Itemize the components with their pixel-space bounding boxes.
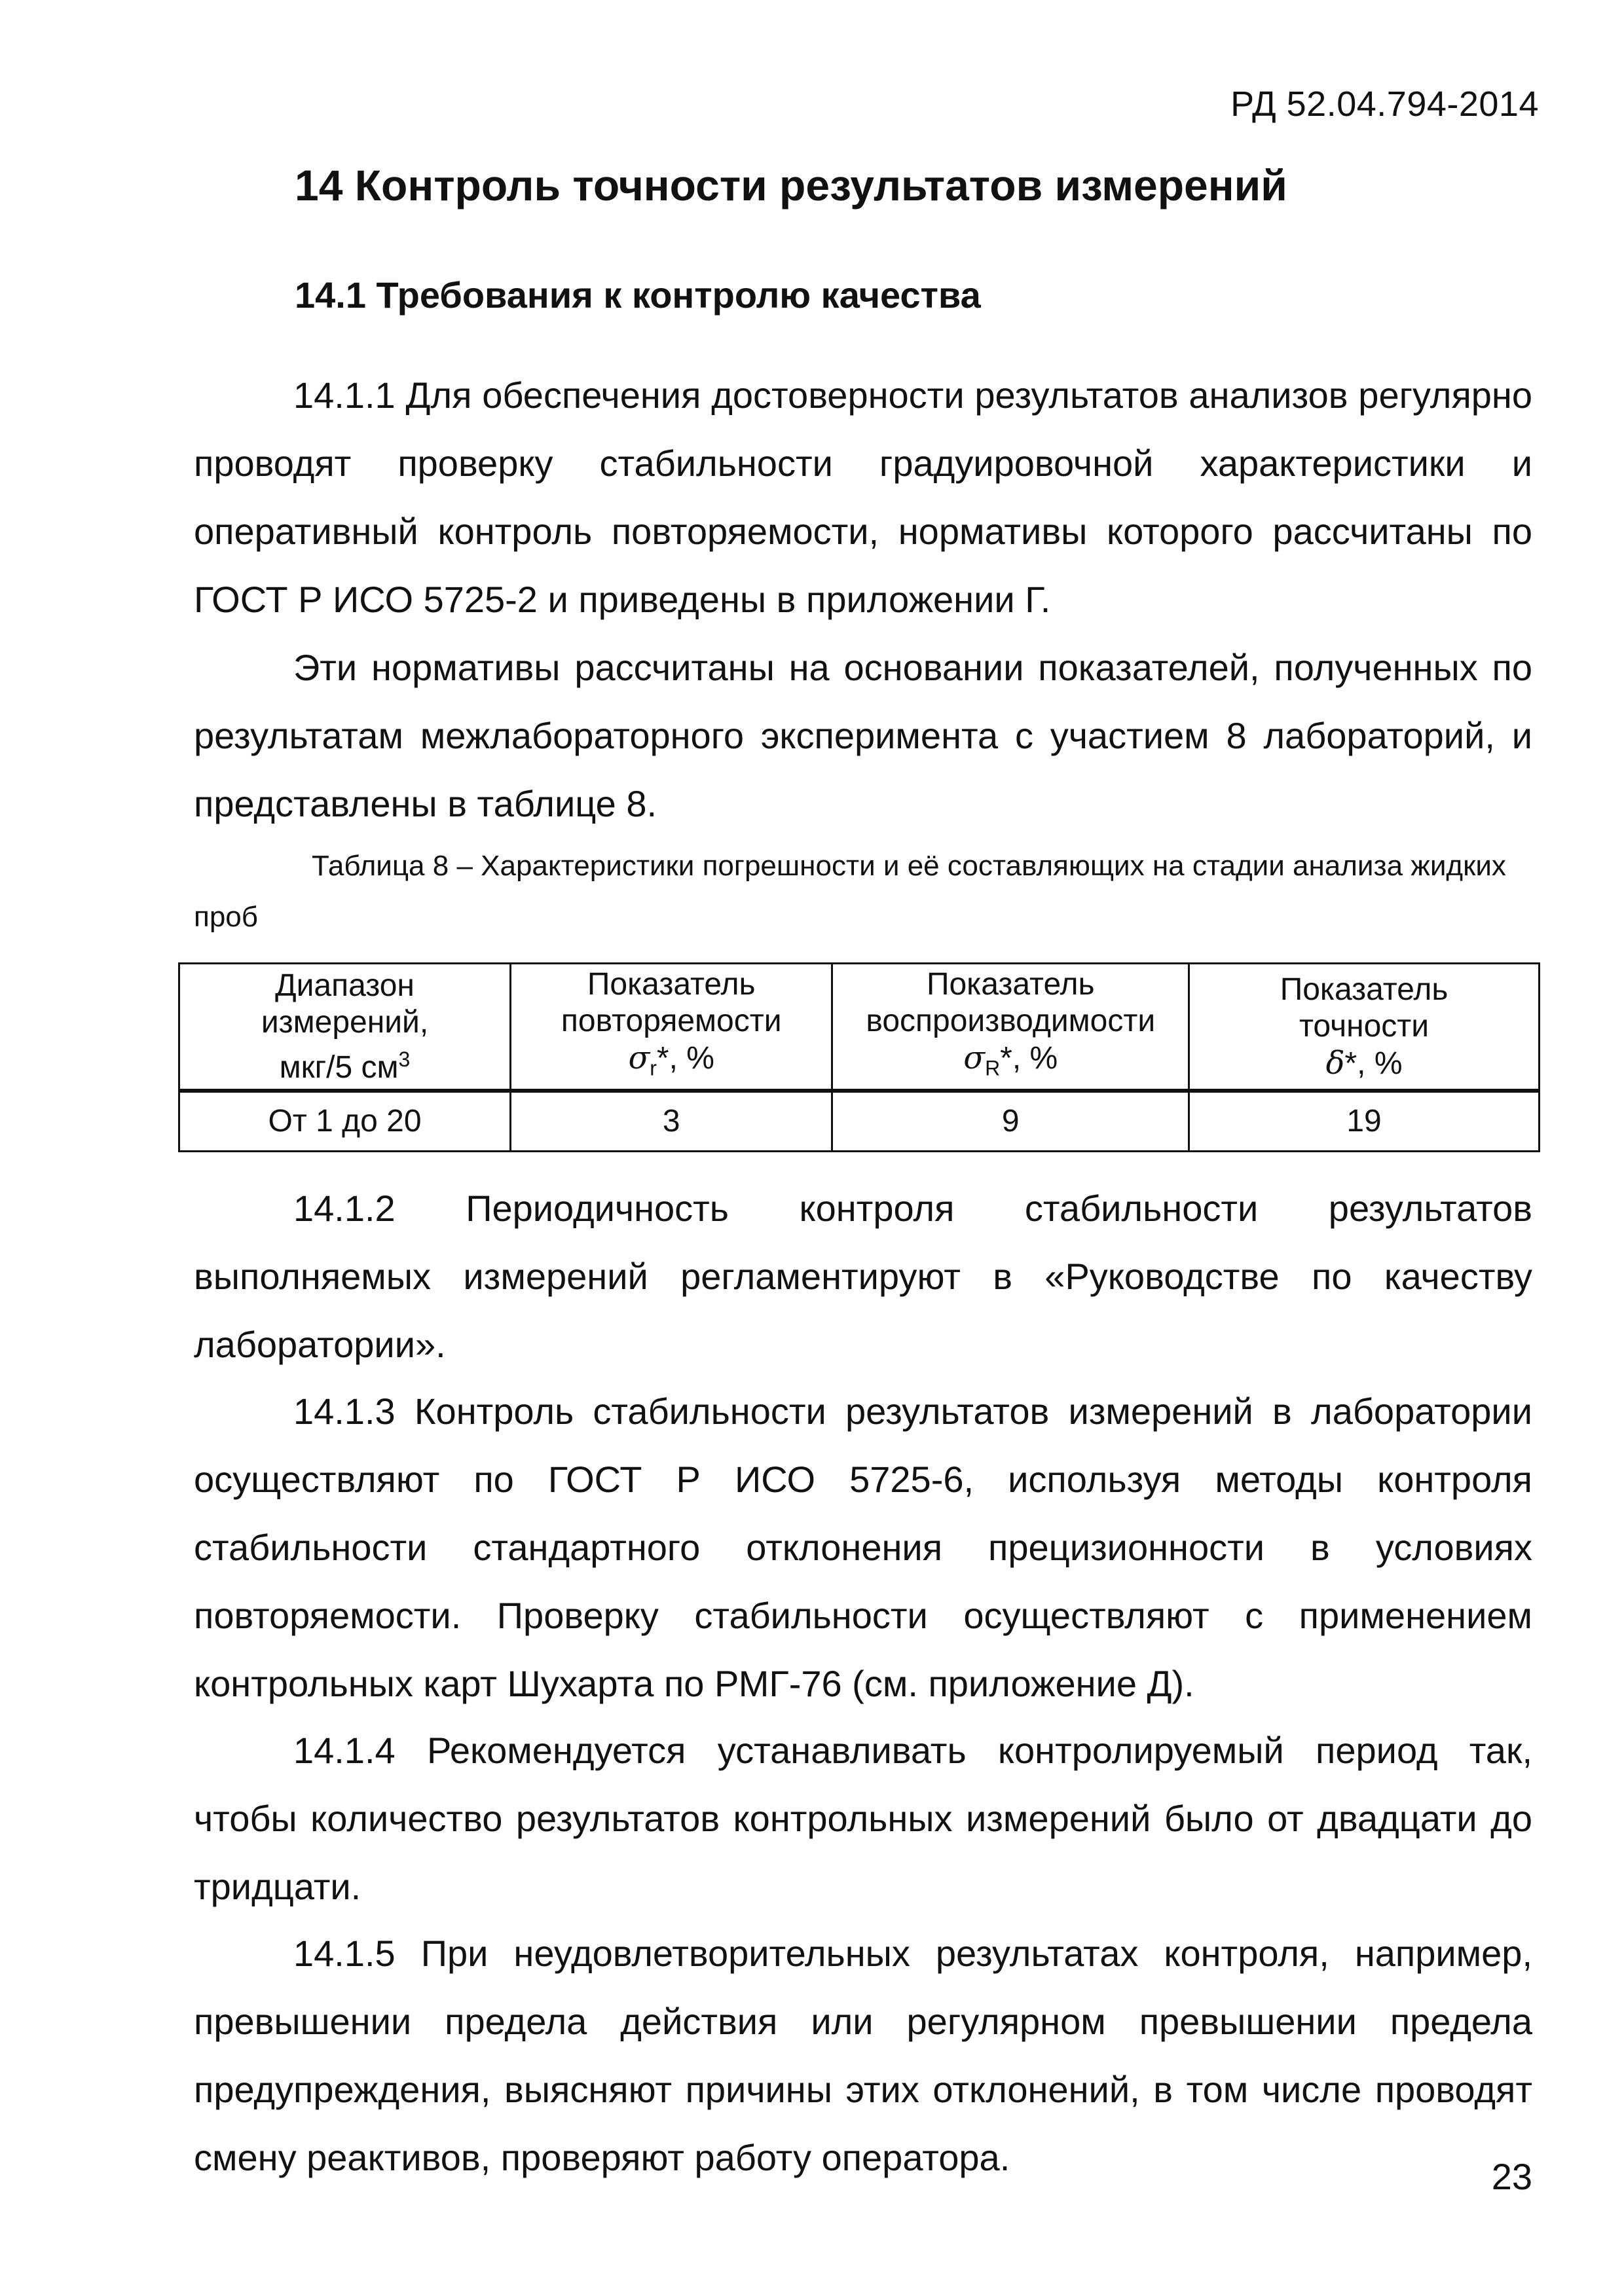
paragraph-14-1-3: 14.1.3 Контроль стабильности результатов измерений в лаборатории осуществляют по ГОСТ Р ИСО 5725-6, используя методы контроля стабильности стандартного отклонения прецизионности в условиях повторяемости. Проверку стабильности осуществляют с применением контрольных карт Шухарта по РМГ-76 (см. приложение Д). bbox=[194, 1391, 1532, 1704]
cell-repeatability: 3 bbox=[511, 1091, 832, 1152]
table-header-row bbox=[179, 964, 1540, 1091]
cell-accuracy: 19 bbox=[1189, 1091, 1540, 1152]
sigma-symbol: σ bbox=[628, 1040, 650, 1077]
paragraph-norms: Эти нормативы рассчитаны на основании показателей, полученных по результатам межлабораторного эксперимента с участием 8 лабораторий, и представлены в таблице 8. bbox=[194, 647, 1532, 824]
section-title: 14 Контроль точности результатов измерений bbox=[295, 161, 1287, 210]
cell-reproducibility: 9 bbox=[832, 1091, 1189, 1152]
page-number: 23 bbox=[1491, 2156, 1532, 2197]
paragraph-14-1-2: 14.1.2 Периодичность контроля стабильности результатов выполняемых измерений регламентируют в «Руководстве по качеству лаборатории». bbox=[194, 1188, 1532, 1365]
table-caption: Таблица 8 – Характеристики погрешности и её составляющих на стадии анализа жидких проб bbox=[194, 850, 1506, 933]
document-code: РД 52.04.794-2014 bbox=[1230, 84, 1539, 124]
paragraph-14-1-5: 14.1.5 При неудовлетворительных результатах контроля, например, превышении предела действия или регулярном превышении предела предупреждения, выясняют причины этих отклонений, в том числе проводят смену реактивов, проверяют работу оператора. bbox=[194, 1933, 1532, 2178]
header-reproducibility: Показатель воспроизводимости $\sigma_R*$, % bbox=[832, 964, 1189, 1091]
delta-symbol: δ bbox=[1325, 1044, 1345, 1082]
subsection-title: 14.1 Требования к контролю качества bbox=[295, 274, 981, 316]
sigma-symbol: σ bbox=[963, 1040, 986, 1077]
paragraph-14-1-1: 14.1.1 Для обеспечения достоверности результатов анализов регулярно проводят проверку стабильности градуировочной характеристики и оперативный контроль повторяемости, нормативы которого рассчитаны по ГОСТ Р ИСО 5725-2 и приведены в приложении Г. bbox=[194, 374, 1532, 620]
header-accuracy: Показатель точности δ*, % bbox=[1189, 964, 1540, 1091]
table-row bbox=[179, 1091, 1540, 1152]
header-range: Диапазон измерений, мкг/5 $см^3$ bbox=[179, 964, 511, 1091]
paragraph-14-1-4: 14.1.4 Рекомендуется устанавливать контролируемый период так, чтобы количество результатов контрольных измерений было от двадцати до тридцати. bbox=[194, 1730, 1532, 1907]
table-8 bbox=[178, 962, 1540, 1152]
cell-range: От 1 до 20 bbox=[179, 1091, 511, 1152]
header-repeatability: Показатель повторяемости $\sigma_r*$, % bbox=[511, 964, 832, 1091]
